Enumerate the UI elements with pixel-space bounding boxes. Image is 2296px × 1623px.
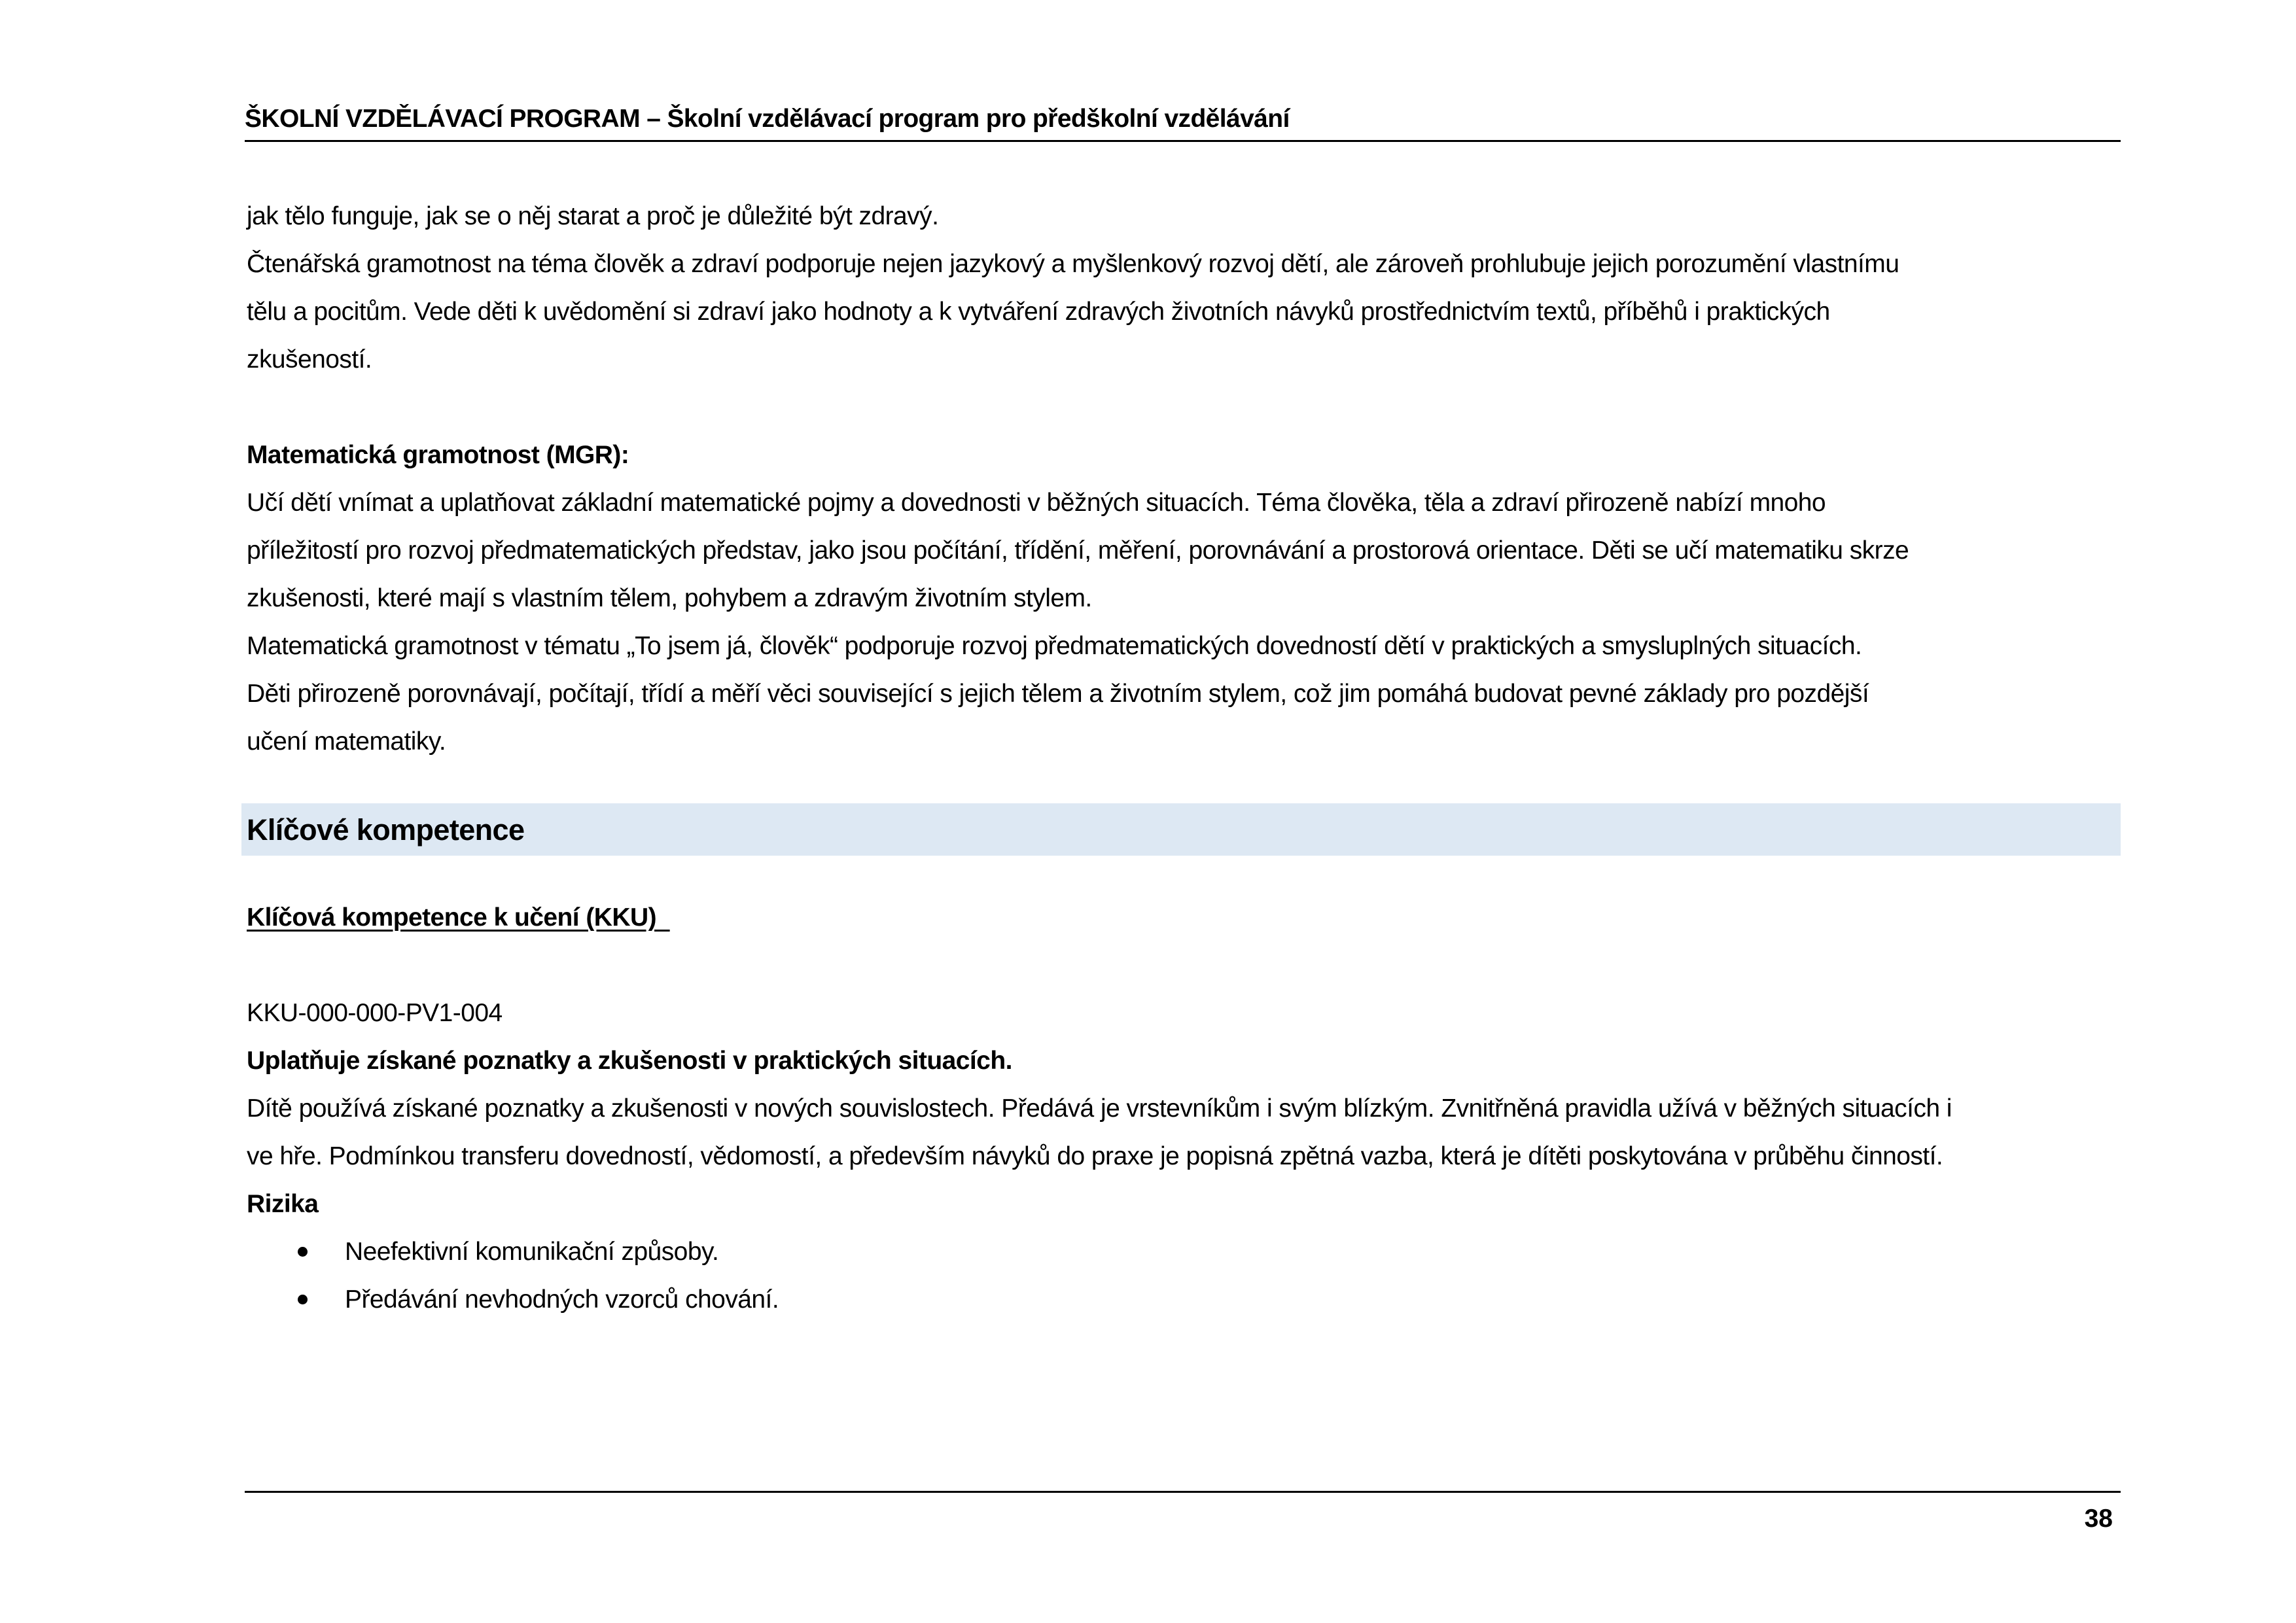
list-item-text: Neefektivní komunikační způsoby. xyxy=(345,1238,719,1266)
body-text-line: Učí dětí vnímat a uplatňovat základní matematické pojmy a dovednosti v běžných situacích. Téma člověka, těla a zdraví přirozeně nabízí mnoho xyxy=(247,489,1826,517)
page-number: 38 xyxy=(2084,1505,2113,1533)
body-text-line: zkušenosti, které mají s vlastním tělem, pohybem a zdravým životním stylem. xyxy=(247,584,1092,612)
list-item xyxy=(247,1276,2126,1323)
body-text-line: učení matematiky. xyxy=(247,727,446,756)
list-item-text: Předávání nevhodných vzorců chování. xyxy=(345,1285,779,1314)
list-item xyxy=(247,1228,2126,1276)
body-text-line: Děti přirozeně porovnávají, počítají, třídí a měří věci související s jejich tělem a životním stylem, což jim pomáhá budovat pevné základy pro pozdější xyxy=(247,680,1869,708)
body-text-line: zkušeností. xyxy=(247,345,372,374)
paragraph-spacer xyxy=(247,856,2126,894)
bullet-icon xyxy=(298,1247,308,1257)
paragraph-spacer xyxy=(247,765,2126,803)
body-text-line: ve hře. Podmínkou transferu dovedností, vědomostí, a především návyků do praxe je popisná zpětná vazba, která je dítěti poskytována v průběhu činností. xyxy=(247,1142,1943,1170)
body-text-line: příležitostí pro rozvoj předmatematických představ, jako jsou počítání, třídění, měření, porovnávání a prostorová orientace. Děti se učí matematiku skrze xyxy=(247,536,1909,565)
body-text-line: Matematická gramotnost v tématu „To jsem já, člověk“ podporuje rozvoj předmatematických dovedností dětí v praktických a smysluplných situacích. xyxy=(247,632,1862,660)
body-text-line: jak tělo funguje, jak se o něj starat a proč je důležité být zdravý. xyxy=(247,202,939,230)
kku-code: KKU-000-000-PV1-004 xyxy=(247,999,503,1027)
body-text-line: Dítě používá získané poznatky a zkušenosti v nových souvislostech. Předává je vrstevníkům i svým blízkým. Zvnitřněná pravidla užívá v běžných situacích i xyxy=(247,1094,1952,1123)
risks-list xyxy=(247,1228,2126,1323)
page-footer xyxy=(245,1491,2121,1533)
document-title: ŠKOLNÍ VZDĚLÁVACÍ PROGRAM – Školní vzdělávací program pro předškolní vzdělávání xyxy=(245,105,1290,133)
risks-heading: Rizika xyxy=(247,1190,319,1218)
paragraph-spacer xyxy=(247,383,2126,431)
kku-heading: Klíčová kompetence k učení (KKU) xyxy=(247,903,670,932)
page-header xyxy=(245,98,2121,142)
body-text-line: tělu a pocitům. Vede děti k uvědomění si zdraví jako hodnoty a k vytváření zdravých životních návyků prostřednictvím textů, příběhů i praktických xyxy=(247,298,1830,326)
section-heading-bar xyxy=(241,803,2121,856)
page-content xyxy=(247,192,2126,1323)
body-text-line: Čtenářská gramotnost na téma člověk a zdraví podporuje nejen jazykový a myšlenkový rozvoj dětí, ale zároveň prohlubuje jejich porozumění vlastnímu xyxy=(247,250,1899,278)
mgr-heading: Matematická gramotnost (MGR): xyxy=(247,441,629,469)
kku-statement: Uplatňuje získané poznatky a zkušenosti v praktických situacích. xyxy=(247,1047,1012,1075)
section-title: Klíčové kompetence xyxy=(247,813,525,846)
bullet-icon xyxy=(298,1295,308,1304)
paragraph-spacer xyxy=(247,941,2126,989)
kku-heading-line xyxy=(247,894,2126,941)
